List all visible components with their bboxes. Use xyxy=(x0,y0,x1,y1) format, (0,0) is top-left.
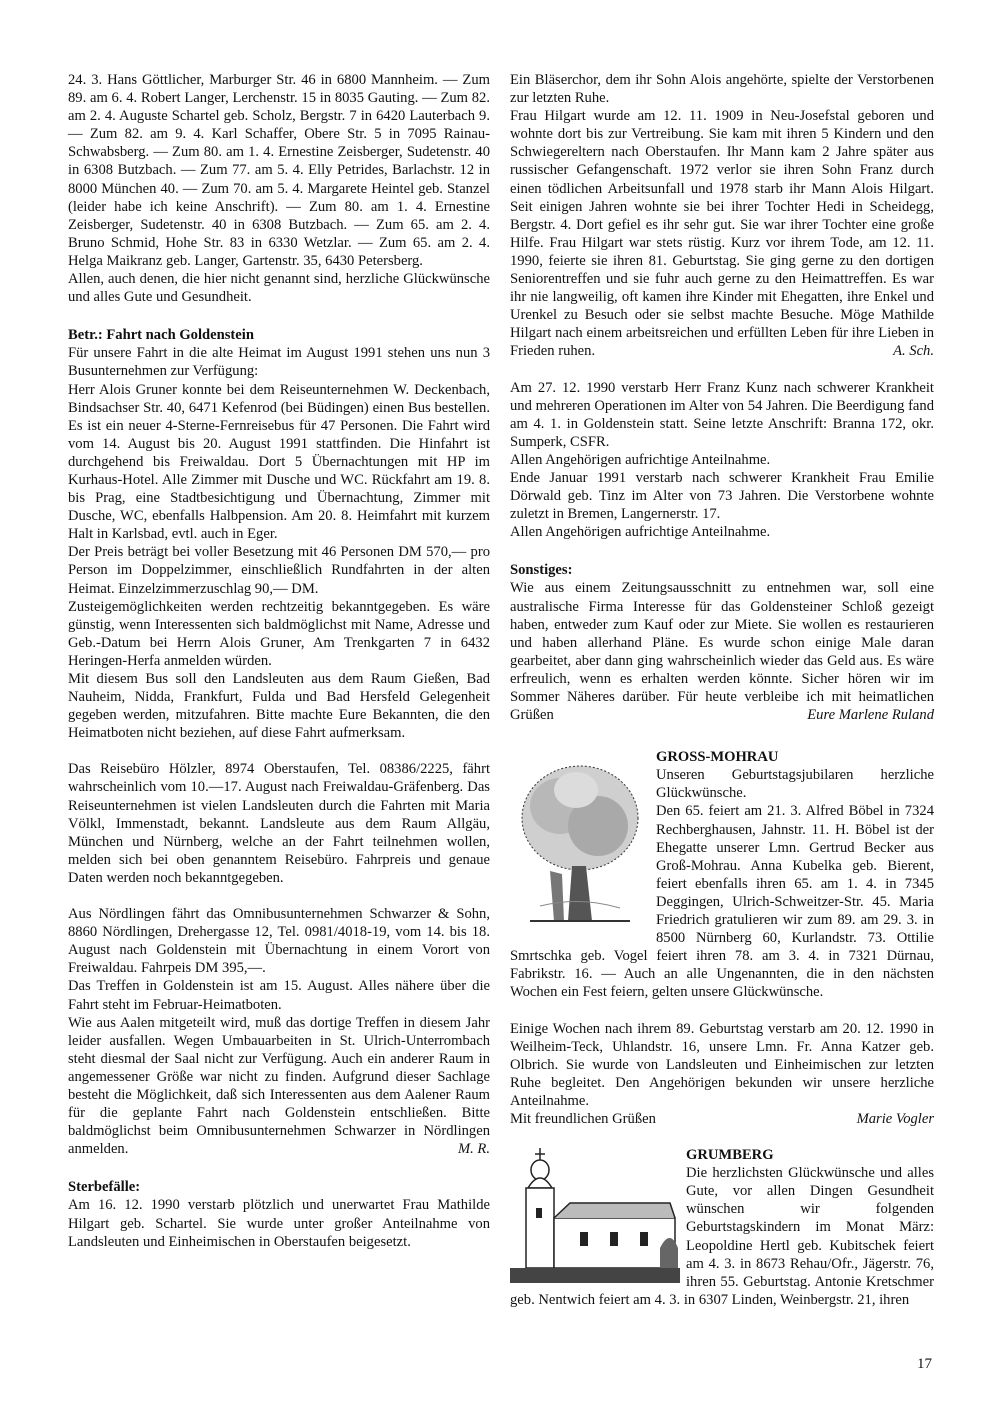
greeting-paragraph: Allen, auch denen, die hier nicht genannt sind, herzliche Glückwünsche und alles Gute und Gesundheit. xyxy=(68,271,490,306)
gm-birthdays: Den 65. feiert am 21. 3. Alfred Böbel in 7324 Rechberghausen, Jahnstr. 11. H. Böbel ist der Ehegatte unserer Lmn. Gertrud Becker aus Groß-Mohrau. Anna Kubelka geb. Bierent, feiert ebenfalls ihren 65. am 1. 4. in 7345 Deggingen, Ulrich-Schweitzer-Str. 45. Maria Friedrich gratulieren wir zum 89. am 29. 3. in 8500 Nürnberg 60, Kurlandstr. 73. Ottilie Smrtschka geb. Vogel feiert ihren 78. am 3. 4. in 7321 Dürnau, Fabrikstr. 16. — Auch an alle Ungenannten, die in den nächsten Wochen ein Fest feiern, gelten unsere Glückwünsche. xyxy=(510,803,934,1001)
vogler-closing: Mit freundlichen Grüßen Marie Vogler xyxy=(510,1110,934,1127)
meeting-info: Das Treffen in Goldenstein ist am 15. August. Alles nähere über die Fahrt steht im Februar-Heimatboten. xyxy=(68,978,490,1013)
birthday-list-paragraph: 24. 3. Hans Göttlicher, Marburger Str. 46 in 6800 Mannheim. — Zum 89. am 6. 4. Robert Langer, Lerchenstr. 15 in 8035 Gauting. — Zum 82. am 2. 4. Auguste Schartel geb. Scholz, Bergstr. 7 in 6420 Lauterbach 9. — Zum 82. am 9. 4. Karl Schaffer, Obere Str. 5 in 7095 Rainau-Schwabsberg. — Zum 80. am 1. 4. Ernestine Zeisberger, Sudetenstr. 40 in 6308 Butzbach. — Zum 77. am 5. 4. Elly Petrides, Barlachstr. 12 in 8000 München 40. — Zum 70. am 5. 4. Margarete Heintel geb. Stanzel (leider habe ich keine Anschrift). — Zum 80. am 1. 4. Ernestine Zeisberger, Sudetenstr. 40 in 6308 Butzbach. — Zum 65. am 2. 4. Bruno Schmid, Hohe Str. 83 in 6330 Wetzlar. — Zum 65. am 2. 4. Helga Maikranz geb. Langer, Gartenstr. 35, 6430 Petersberg. xyxy=(68,72,490,269)
hilgart-obituary: Frau Hilgart wurde am 12. 11. 1909 in Neu-Josefstal geboren und wohnte dort bis zur Vertreibung. Sie kam mit ihren 5 Kindern und den Schwiegereltern nach Oberstaufen. Ihr Mann kam 2 Jahre später aus russischer Gefangenschaft. 1972 verlor sie ihren Sohn Franz durch einen tödlichen Arbeitsunfall und 1978 starb ihr Mann Alois Hilgart. Seit einigen Jahren wohnte sie bei ihrer Tochter Hedi in Scheidegg, Bergstr. 4. Dort gefiel es ihr sehr gut. Sie war ihrer Tochter eine große Hilfe. Frau Hilgart war stets rüstig. Kurz vor ihrem Tode, am 12. 11. 1990, feierte sie ihren 81. Geburtstag. Sie ging gerne zu den dortigen Seniorentreffen und sie fuhr auch gerne zu den Heimattreffen. Es war ihr nie langweilig, oft kamen ihre Kinder mit Ehegatten, ihre Enkel und Urenkel zu Besuch oder sie selbst machte Besuche. Möge Mathilde Hilgart nach einem arbeitsreichen und erfüllten Leben für ihre Lieben in Frieden ruhen. A. Sch. xyxy=(510,108,934,360)
trip-intro: Für unsere Fahrt in die alte Heimat im August 1991 stehen uns nun 3 Busunternehmen zur Verfügung: xyxy=(68,345,490,380)
trip-registration: Zusteigemöglichkeiten werden rechtzeitig bekanntgegeben. Es wäre günstig, wenn Interessenten sich baldmöglichst mit Name, Adresse und Geb.-Datum bei Herrn Alois Gruner, Am Trenkgarten 7 in 6432 Heringen-Herfa anmelden würden. xyxy=(68,598,490,669)
trip-deckenbach: Herr Alois Gruner konnte bei dem Reiseunternehmen W. Deckenbach, Bindsachser Str. 40, 6471 Kefenrod (bei Büdingen) einen Bus bestellen. Es ist ein neuer 4-Sterne-Fernreisebus für 47 Personen. Die Fahrt wird vom 14. August bis 20. August 1991 stattfinden. Die Hinfahrt ist durchgehend bis Freiwaldau. Dort 5 Übernachtungen mit HP im Kurhaus-Hotel. Alle Zimmer mit Dusche und WC. Rückfahrt am 19. 8. bis Prag, eine Stadtbesichtigung und Übernachtung, Zimmer mit Dusche, WC, ebenfalls Halbpension. Am 20. 8. Heimfahrt mit kurzem Halt in Karlsbad, evtl. auch in Eger. xyxy=(68,381,490,543)
page-number: 17 xyxy=(917,1356,932,1372)
trip-hoelzler: Das Reisebüro Hölzler, 8974 Oberstaufen, Tel. 08386/2225, fährt wahrscheinlich vom 10.—17. August nach Freiwaldau-Gräfenberg. Das Reiseunternehmen ist vielen Landsleuten durch die Fahrten mit Maria Völkl, Immenstadt, bekannt. Landsleute aus dem Raum Allgäu, München und Nürnberg, welche an der Fahrt teilnehmen wollen, melden sich bei oben genanntem Reisebüro. Fahrpreis und genaue Daten werden noch bekanntgegeben. xyxy=(68,761,490,886)
trip-schwarzer: Aus Nördlingen fährt das Omnibusunternehmen Schwarzer & Sohn, 8860 Nördlingen, Drehergasse 12, Tel. 0981/4018-19, vom 14. bis 18. August nach Goldenstein mit Übernachtung in einem Vorort von Freiwaldau. Fahrpeis DM 395,—. xyxy=(68,906,490,977)
aalen-notice: Wie aus Aalen mitgeteilt wird, muß das dortige Treffen in diesem Jahr leider ausfallen. Wegen Umbauarbeiten in St. Ulrich-Unterrombach steht diesmal der Saal nicht zur Verfügung. Auch ein anderer Raum in angemessener Größe war nicht zu finden. Aufgrund dieser Sachlage besteht die Möglichkeit, daß sich Interessenten aus dem Aalener Raum für die geplante Fahrt nach Goldenstein entschließen. Bitte baldmöglichst beim Omnibusunternehmen Schwarzer in Nördlingen anmelden. M. R. xyxy=(68,1014,490,1158)
right-column xyxy=(510,71,934,1309)
grumberg-birthdays: Die herzlichsten Glückwünsche und alles Gute, vor allen Dingen Gesundheit wünschen wir folgenden Geburtstagskindern im Monat März: Leopoldine Hertl geb. Kubitschek feiert am 4. 3. in 8673 Rehau/Ofr., Jägerstr. 76, ihren 55. Geburtstag. Antonie Kretschmer geb. Nentwich feiert am 4. 3. in 6307 Linden, Weinbergstr. 21, ihren xyxy=(510,1165,934,1308)
church-illustration-icon xyxy=(510,1148,680,1283)
ruland-signature: Eure Marlene Ruland xyxy=(807,707,934,724)
deaths-heading: Sterbefälle: xyxy=(68,1179,141,1196)
tree-illustration-icon xyxy=(510,756,650,936)
death-doerwald: Ende Januar 1991 verstarb nach schwerer Krankheit Frau Emilie Dörwald geb. Tinz im Alter von 73 Jahren. Die Verstorbene wohnte zuletzt in Bremen, Langernerstr. 17. xyxy=(510,469,934,523)
death-hilgart: Am 16. 12. 1990 verstarb plötzlich und unerwartet Frau Mathilde Hilgart geb. Schartel. Sie wurde unter großer Anteilnahme von Landsleuten und Einheimischen in Oberstaufen beigesetzt. xyxy=(68,1197,490,1250)
aalen-signature: M. R. xyxy=(457,1141,490,1158)
misc-heading: Sonstiges: xyxy=(510,562,573,579)
gross-mohrau-heading: GROSS-MOHRAU xyxy=(656,749,779,766)
vogler-signature: Marie Vogler xyxy=(856,1110,934,1127)
condolence-2: Allen Angehörigen aufrichtige Anteilnahme. xyxy=(510,524,771,541)
grumberg-heading: GRUMBERG xyxy=(686,1147,774,1164)
hilgart-signature: A. Sch. xyxy=(893,343,934,360)
left-column xyxy=(68,71,490,1251)
gm-greeting: Unseren Geburtstagsjubilaren herzliche Glückwünsche. xyxy=(656,767,934,802)
condolence-1: Allen Angehörigen aufrichtige Anteilnahme. xyxy=(510,451,771,468)
trip-price: Der Preis beträgt bei voller Besetzung mit 46 Personen DM 570,— pro Person im Doppelzimmer, einschließlich Rundfahrten in der alten Heimat. Einzelzimmerzuschlag 90,— DM. xyxy=(68,544,490,597)
trip-heading: Betr.: Fahrt nach Goldenstein xyxy=(68,327,254,344)
death-kunz: Am 27. 12. 1990 verstarb Herr Franz Kunz nach schwerer Krankheit und mehreren Operationen im Alter von 54 Jahren. Die Beerdigung fand am 4. 1. in Goldenstein statt. Seine letzte Anschrift: Branna 172, okr. Sumperk, CSFR. xyxy=(510,379,934,450)
trip-region-invite: Mit diesem Bus soll den Landsleuten aus dem Raum Gießen, Bad Nauheim, Nidda, Frankfurt, Fulda und Bad Hersfeld Gelegenheit gegeben werden, mitzufahren. Bitte machte Eure Bekannten, die den Heimatboten nicht beziehen, auf diese Fahrt aufmerksam. xyxy=(68,671,490,742)
death-katzer: Einige Wochen nach ihrem 89. Geburtstag verstarb am 20. 12. 1990 in Weilheim-Teck, Uhlandstr. 16, unsere Lmn. Fr. Anna Katzer geb. Olbrich. Sie wurde von Landsleuten und Einheimischen zur letzten Ruhe begleitet. Den Angehörigen bekunden wir unsere herzliche Anteilnahme. xyxy=(510,1020,934,1109)
hilgart-continued: Ein Bläserchor, dem ihr Sohn Alois angehörte, spielte der Verstorbenen zur letzten Ruhe. xyxy=(510,72,934,107)
castle-notice: Wie aus einem Zeitungsausschnitt zu entnehmen war, soll eine australische Firma Interesse für das Goldensteiner Schloß gezeigt haben, entweder zum Kauf oder zur Miete. Sie wollen es restaurieren und haben allerhand Pläne. Es wurde schon einige Male daran gearbeitet, aber dann ging wahrscheinlich wieder das Geld aus. Es wäre erfreulich, wenn es erhalten werden könnte. Sicher hören wir im Sommer Näheres darüber. Für heute verbleibe ich mit heimatlichen Grüßen Eure Marlene Ruland xyxy=(510,580,934,724)
